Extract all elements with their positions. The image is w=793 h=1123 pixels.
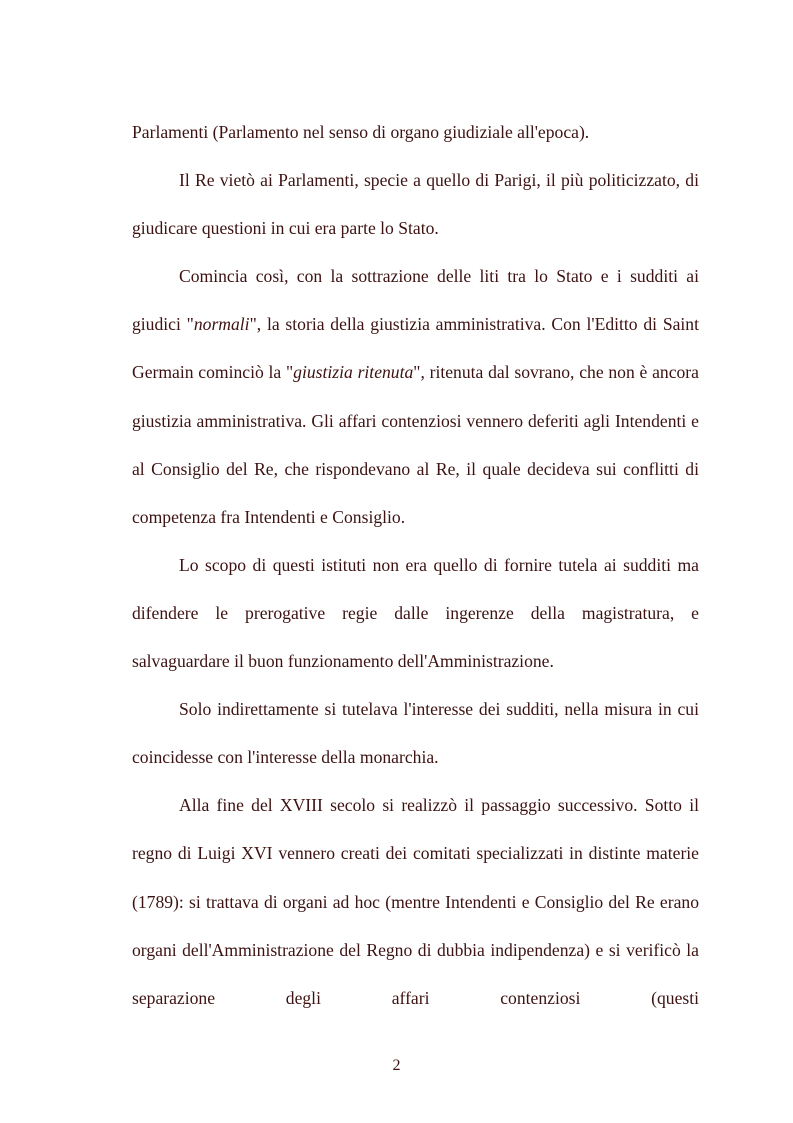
body-text bbox=[132, 108, 699, 1022]
paragraph-royal-ban: Il Re vietò ai Parlamenti, specie a quello di Parigi, il più politicizzato, di giudicare questioni in cui era parte lo Stato. bbox=[132, 170, 699, 239]
paragraph-purpose: Lo scopo di questi istituti non era quello di fornire tutela ai sudditi ma difendere le prerogative regie dalle ingerenze della magistratura, e salvaguardare il buon funzionamento dell'Amministrazione. bbox=[132, 554, 699, 672]
paragraph-history-start bbox=[132, 252, 699, 541]
paragraph-text: ", la storia della giustizia amministrativa. Con l'Editto di Saint Germain cominciò la " bbox=[132, 314, 699, 383]
paragraph-text: ", ritenuta dal sovrano, che non è ancora giustizia amministrativa. Gli affari contenziosi vennero deferiti agli Intendenti e al Consiglio del Re, che rispondevano al Re, il quale decideva sui conflitti di competenza fra Intendenti e Consiglio. bbox=[132, 362, 699, 527]
paragraph-text: Comincia così, con la sottrazione delle liti tra lo Stato e i sudditi ai giudici " bbox=[132, 266, 699, 335]
paragraph-indirect-protection: Solo indirettamente si tutelava l'interesse dei sudditi, nella misura in cui coincidesse con l'interesse della monarchia. bbox=[132, 699, 699, 768]
paragraph-xviii-century: Alla fine del XVIII secolo si realizzò il passaggio successivo. Sotto il regno di Luigi XVI vennero creati dei comitati specializzati in distinte materie (1789): si trattava di organi ad hoc (mentre Intendenti e Consiglio del Re erano organi dell'Amministrazione del Regno di dubbia indipendenza) e si verificò la separazione degli affari contenziosi (questi bbox=[132, 795, 699, 1008]
italic-term-normali: normali bbox=[193, 314, 250, 335]
italic-term-giustizia-ritenuta: giustizia ritenuta bbox=[293, 362, 414, 383]
paragraph-continuation: Parlamenti (Parlamento nel senso di organo giudiziale all'epoca). bbox=[132, 122, 590, 142]
page-number: 2 bbox=[392, 1057, 401, 1074]
